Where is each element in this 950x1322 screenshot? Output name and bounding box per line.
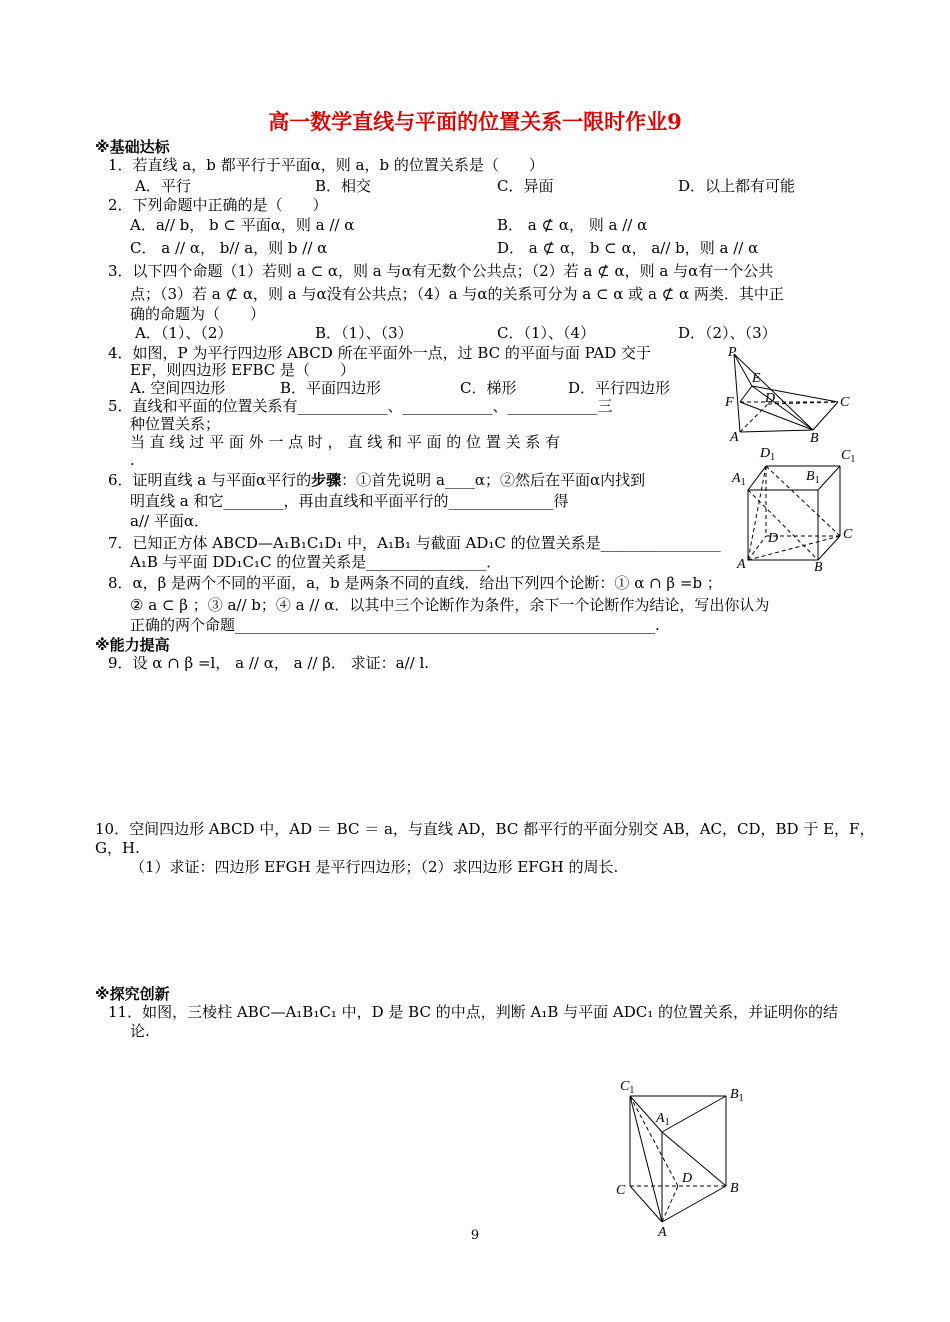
fig3-label-b: B: [730, 1181, 739, 1196]
q2-stem: 2．下列命题中正确的是（ ）: [108, 196, 328, 214]
fig3-label-a1: $A_1$: [656, 1111, 670, 1128]
q2-option-d: D． a ⊄ α， b ⊂ α， a// b，则 a // α: [497, 239, 759, 257]
q5-line1: 5．直线和平面的位置关系有____________、____________、____________三: [108, 397, 613, 415]
q3-line1: 3．以下四个命题（1）若则 a ⊂ α，则 a 与α有无数个公共点；（2）若 a ⊄ α，则 a 与α有一个公共: [108, 262, 774, 280]
q10-line2: G，H.: [95, 839, 140, 857]
q4-option-d: D．平行四边形: [568, 379, 671, 397]
q3-line3: 确的命题为（ ）: [130, 305, 266, 323]
fig3-label-c1: $C_1$: [620, 1079, 635, 1096]
figure-pyramid: [718, 344, 858, 448]
fig2-label-b1: $B_1$: [806, 469, 820, 486]
q8-line2: ② a ⊂ β ；③ a// b；④ a // α．以其中三个论断作为条件，余下一个论断作为结论，写出你认为: [130, 596, 770, 614]
q1-stem: 1．若直线 a，b 都平行于平面α，则 a，b 的位置关系是（ ）: [108, 156, 544, 174]
q4-option-a: A. 空间四边形: [130, 379, 226, 397]
fig1-label-c: C: [840, 395, 850, 410]
fig2-label-d: D: [768, 531, 779, 546]
q2-option-c: C． a // α， b// a，则 b // α: [130, 239, 328, 257]
q2-option-b: B． a ⊄ α， 则 a // α: [497, 216, 648, 234]
q11-line1: 11．如图，三棱柱 ABC—A₁B₁C₁ 中，D 是 BC 的中点，判断 A₁B 与平面 ADC₁ 的位置关系，并证明你的结: [108, 1003, 839, 1021]
q10-line1: 10．空间四边形 ABCD 中，AD ＝ BC ＝ a，与直线 AD，BC 都平行的平面分别交 AB，AC，CD，BD 于 E，F，: [95, 820, 875, 838]
q6-line2: 明直线 a 和它________，再由直线和平面平行的______________得: [130, 492, 569, 510]
q3-option-c: C．（1）、（4）: [497, 324, 596, 342]
fig1-label-a: A: [730, 430, 739, 445]
q4-line2: EF，则四边形 EFBC 是（ ）: [130, 361, 356, 379]
q1-option-a: A．平行: [135, 177, 191, 195]
q8-line3: 正确的两个命题________________________________________________________.: [130, 616, 660, 634]
page-number: 9: [470, 1228, 480, 1243]
q7-line2: A₁B 与平面 DD₁C₁C 的位置关系是________________．: [130, 553, 502, 571]
q8-line1: 8．α，β 是两个不同的平面，a，b 是两条不同的直线．给出下列四个论断：① α ∩ β =b ；: [108, 574, 722, 592]
q1-option-c: C．异面: [497, 177, 554, 195]
q1-option-b: B．相交: [315, 177, 372, 195]
fig2-label-a: A: [737, 557, 746, 572]
q7-line1: 7．已知正方体 ABCD—A₁B₁C₁D₁ 中，A₁B₁ 与截面 AD₁C 的位置关系是________________: [108, 534, 721, 552]
q1-option-d: D．以上都有可能: [678, 177, 796, 195]
figure-cube: [730, 444, 860, 572]
q3-option-d: D．（2）、（3）: [678, 324, 777, 342]
fig1-label-b: B: [810, 431, 819, 446]
fig3-label-b1: $B_1$: [730, 1087, 744, 1104]
q5-line3: 当 直 线 过 平 面 外 一 点 时 ， 直 线 和 平 面 的 位 置 关 系 有: [130, 433, 561, 451]
q3-option-b: B．（1）、（3）: [315, 324, 413, 342]
q5-line2: 种位置关系；: [130, 415, 221, 433]
fig3-label-c: C: [616, 1183, 626, 1198]
fig2-label-b: B: [814, 560, 823, 572]
q3-line2: 点；（3）若 a ⊄ α，则 a 与α没有公共点；（4）a 与α的关系可分为 a ⊂ α 或 a ⊄ α 两类．其中正: [130, 285, 784, 303]
fig1-label-d: D: [765, 391, 776, 406]
q5-line4: .: [130, 451, 135, 469]
fig1-label-f: F: [725, 395, 734, 410]
q4-option-b: B．平面四边形: [280, 379, 382, 397]
q11-line2: 论.: [130, 1022, 150, 1040]
q9-line1: 9．设 α ∩ β =l， a // α， a // β． 求证：a// l.: [108, 654, 430, 672]
page-title: 高一数学直线与平面的位置关系一限时作业9: [268, 109, 682, 134]
section-basic: ※基础达标: [95, 138, 170, 156]
section-ability: ※能力提高: [95, 636, 170, 654]
fig2-label-c1: $C_1$: [841, 448, 856, 465]
q6-line1: 6．证明直线 a 与平面α平行的步骤：①首先说明 a____α；②然后在平面α内找到: [108, 471, 646, 489]
fig1-label-p: P: [728, 345, 737, 360]
q3-option-a: A．（1）、（2）: [135, 324, 233, 342]
fig3-label-d: D: [682, 1171, 693, 1186]
q2-option-a: A．a// b， b ⊂ 平面α，则 a // α: [130, 216, 355, 234]
fig2-label-c: C: [843, 527, 853, 542]
q10-line3: （1）求证：四边形 EFGH 是平行四边形；（2）求四边形 EFGH 的周长.: [130, 858, 619, 876]
figure-prism: [610, 1072, 770, 1240]
section-explore: ※探究创新: [95, 985, 170, 1003]
q6-line3: a// 平面α．: [130, 512, 209, 530]
fig1-label-e: E: [752, 371, 761, 386]
fig3-label-a: A: [658, 1225, 667, 1240]
fig2-label-d1: $D_1$: [760, 446, 776, 463]
q4-line1: 4．如图，P 为平行四边形 ABCD 所在平面外一点，过 BC 的平面与面 PAD 交于: [108, 344, 652, 362]
q4-option-c: C．梯形: [460, 379, 517, 397]
fig2-label-a1: $A_1$: [732, 471, 746, 488]
